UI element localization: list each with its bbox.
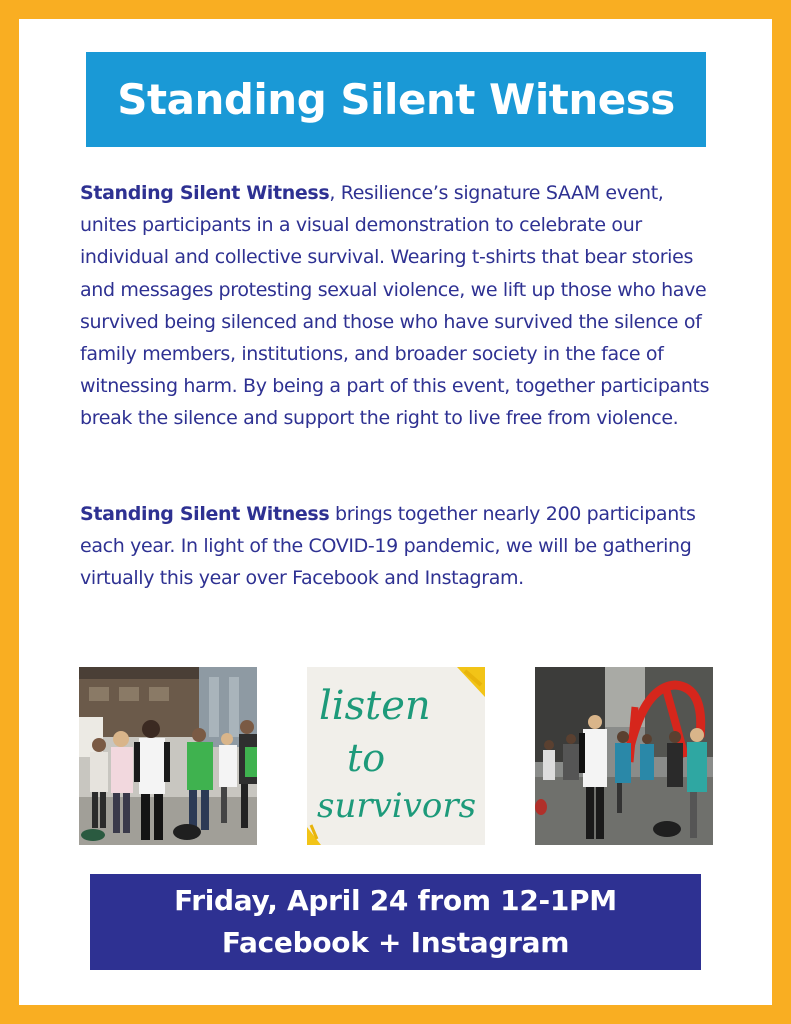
shirt-text-to: to — [347, 736, 386, 780]
event-date-time: Friday, April 24 from 12-1PM — [174, 884, 617, 917]
participation-paragraph — [80, 498, 720, 595]
description-paragraph — [80, 177, 720, 435]
photo-participants-plaza — [79, 667, 257, 845]
participation-text: brings together nearly 200 participants each year. In light of the COVID-19 pandemic, we will be gathering virtually this year over Facebook and Instagram. — [80, 503, 696, 590]
photo-plaza-red-sculpture — [535, 667, 713, 845]
event-platforms: Facebook + Instagram — [221, 926, 570, 959]
title-banner — [86, 52, 706, 147]
description-text: , Resilience’s signature SAAM event, unites participants in a visual demonstration to celebrate our individual and collective survival. Wearing t-shirts that bear stories and messages protesting sexual violence, we lift up those who have survived being silenced and those who have survived the silence of family members, institutions, and broader society in the face of witnessing harm. By being a part of this event, together participants break the silence and support the right to live free from violence. — [80, 182, 710, 430]
event-name-bold: Standing Silent Witness — [80, 182, 330, 204]
shirt-text-survivors: survivors — [317, 786, 477, 826]
photo-listen-to-survivors-shirt — [307, 667, 485, 845]
page-title: Standing Silent Witness — [117, 75, 675, 124]
shirt-text-listen: listen — [319, 683, 431, 729]
event-details-banner — [90, 874, 701, 970]
event-name-bold: Standing Silent Witness — [80, 503, 330, 525]
